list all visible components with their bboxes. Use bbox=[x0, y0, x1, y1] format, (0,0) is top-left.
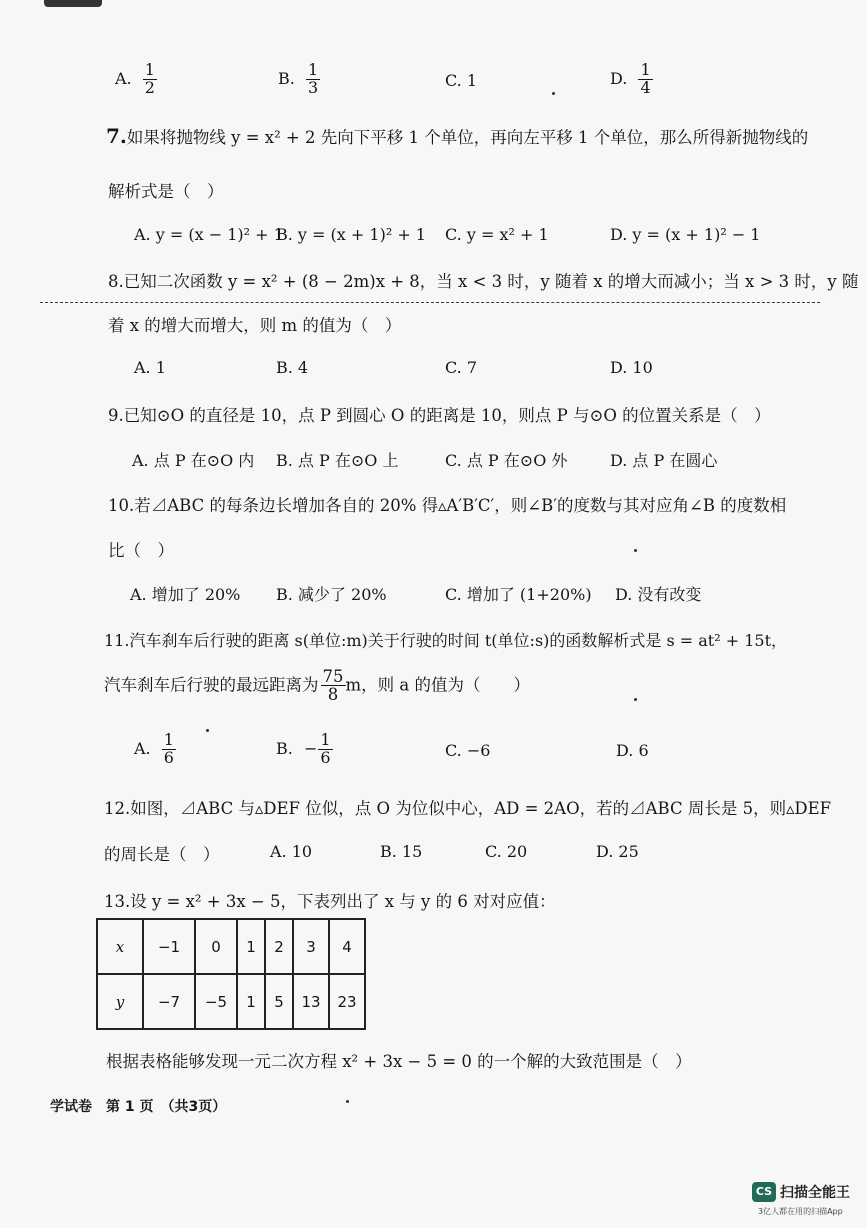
q8-option-a: A. 1 bbox=[134, 358, 166, 377]
q10-line1: 10.若⊿ABC 的每条边长增加各自的 20% 得▵A′B′C′，则∠B′的度数与其对应角∠B 的度数相 bbox=[108, 496, 787, 515]
table-cell: 3 bbox=[293, 919, 329, 974]
fraction: $\frac{75}{8}$ bbox=[322, 667, 344, 705]
table-cell: −5 bbox=[195, 974, 237, 1029]
table-cell: 1 bbox=[237, 974, 265, 1029]
q8-line2: 着 x 的增大而增大，则 m 的值为（ ） bbox=[108, 316, 402, 335]
q11-line1: 11.汽车刹车后行驶的距离 s(单位:m)关于行驶的时间 t(单位:s)的函数解析式是 s = at² + 15t， bbox=[104, 631, 788, 650]
q12-line2: 的周长是（ ） bbox=[104, 845, 220, 864]
table-cell: 23 bbox=[329, 974, 365, 1029]
scan-speck bbox=[206, 729, 209, 732]
watermark-subtitle: 3亿人都在用的扫描App bbox=[758, 1207, 843, 1216]
q6-option-b: B. $\frac{1}{3}$ bbox=[278, 60, 319, 97]
q11-option-a: A. $\frac{1}{6}$ bbox=[134, 730, 174, 767]
scan-speck bbox=[346, 1100, 349, 1103]
fraction: $\frac{1}{6}$ bbox=[163, 730, 174, 767]
q9-line1: 9.已知⊙O 的直径是 10，点 P 到圆心 O 的距离是 10，则点 P 与⊙O 的位置关系是（ ） bbox=[108, 406, 771, 425]
watermark-title: 扫描全能王 bbox=[780, 1184, 850, 1201]
q11-line2: 汽车刹车后行驶的最远距离为 $\frac{75}{8}$ m，则 a 的值为（ ） bbox=[104, 667, 530, 705]
q10-option-d: D. 没有改变 bbox=[615, 585, 702, 604]
q11-option-c: C. −6 bbox=[445, 741, 491, 760]
table-row bbox=[97, 919, 365, 974]
q8-line1: 8.已知二次函数 y = x² + (8 − 2m)x + 8，当 x < 3 时，y 随着 x 的增大而减小；当 x > 3 时，y 随 bbox=[108, 272, 859, 291]
q10-option-b: B. 减少了 20% bbox=[276, 585, 387, 604]
q13-line2: 根据表格能够发现一元二次方程 x² + 3x − 5 = 0 的一个解的大致范围是（ ） bbox=[106, 1052, 692, 1071]
q9-option-a: A. 点 P 在⊙O 内 bbox=[132, 451, 255, 470]
table-cell: 0 bbox=[195, 919, 237, 974]
q8-option-c: C. 7 bbox=[445, 358, 478, 377]
q9-option-c: C. 点 P 在⊙O 外 bbox=[445, 451, 568, 470]
scanner-logo-icon: CS bbox=[752, 1182, 776, 1202]
fraction: $\frac{1}{3}$ bbox=[307, 60, 319, 97]
q11-option-b: B. − $\frac{1}{6}$ bbox=[276, 730, 331, 767]
fraction: $\frac{1}{4}$ bbox=[640, 60, 651, 97]
scan-speck bbox=[634, 549, 637, 552]
q7-option-d: D. y = (x + 1)² − 1 bbox=[610, 225, 761, 244]
q7-option-c: C. y = x² + 1 bbox=[445, 225, 549, 244]
fraction: $\frac{1}{6}$ bbox=[320, 730, 331, 767]
q6-option-d: D. $\frac{1}{4}$ bbox=[610, 60, 651, 97]
table-cell: −7 bbox=[143, 974, 195, 1029]
q8-option-d: D. 10 bbox=[610, 358, 653, 377]
fraction: $\frac{1}{2}$ bbox=[144, 60, 155, 97]
q8-option-b: B. 4 bbox=[276, 358, 309, 377]
q7-line2: 解析式是（ ） bbox=[108, 182, 224, 201]
q11-option-d: D. 6 bbox=[616, 741, 649, 760]
q6-option-c: C. 1 bbox=[445, 71, 478, 90]
q12-line1: 12.如图，⊿ABC 与▵DEF 位似，点 O 为位似中心，AD = 2AO，若的⊿ABC 周长是 5，则▵DEF bbox=[104, 799, 832, 818]
scan-speck bbox=[552, 92, 555, 95]
table-row bbox=[97, 974, 365, 1029]
q13-line1: 13.设 y = x² + 3x − 5，下表列出了 x 与 y 的 6 对对应值： bbox=[104, 892, 556, 911]
scan-edge-mark bbox=[44, 0, 102, 7]
q9-option-d: D. 点 P 在圆心 bbox=[610, 451, 718, 470]
table-cell: 13 bbox=[293, 974, 329, 1029]
q12-option-a: A. 10 bbox=[270, 842, 313, 861]
table-cell: 1 bbox=[237, 919, 265, 974]
page-footer: 学试卷 第 1 页 （共3页） bbox=[50, 1099, 227, 1115]
q12-option-b: B. 15 bbox=[380, 842, 423, 861]
q7-option-b: B. y = (x + 1)² + 1 bbox=[276, 225, 426, 244]
table-cell: 4 bbox=[329, 919, 365, 974]
q7-line1: 7.如果将抛物线 y = x² + 2 先向下平移 1 个单位，再向左平移 1 个单位，那么所得新抛物线的 bbox=[106, 124, 809, 148]
scanner-watermark bbox=[752, 1181, 850, 1202]
q10-option-c: C. 增加了 (1+20%) bbox=[445, 585, 592, 604]
table-header-cell: y bbox=[97, 974, 143, 1029]
q10-option-a: A. 增加了 20% bbox=[130, 585, 241, 604]
q6-option-a: A. $\frac{1}{2}$ bbox=[115, 60, 155, 97]
q9-option-b: B. 点 P 在⊙O 上 bbox=[276, 451, 399, 470]
table-header-cell: x bbox=[97, 919, 143, 974]
values-table bbox=[96, 918, 366, 1030]
q12-option-d: D. 25 bbox=[596, 842, 639, 861]
table-cell: 5 bbox=[265, 974, 293, 1029]
q10-line2: 比（ ） bbox=[108, 541, 174, 560]
table-cell: 2 bbox=[265, 919, 293, 974]
q12-option-c: C. 20 bbox=[485, 842, 528, 861]
q7-option-a: A. y = (x − 1)² + 1 bbox=[134, 225, 284, 244]
scan-speck bbox=[634, 698, 637, 701]
table-cell: −1 bbox=[143, 919, 195, 974]
fold-line bbox=[40, 302, 820, 303]
